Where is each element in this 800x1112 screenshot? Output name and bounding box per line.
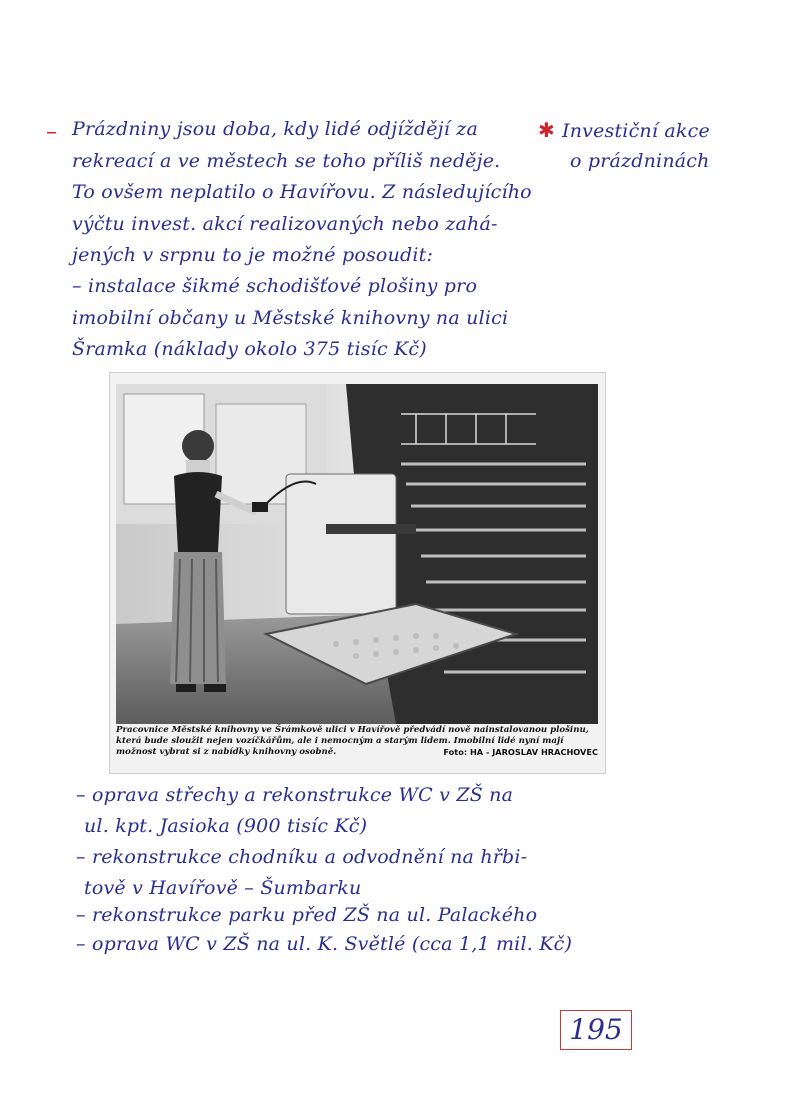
- margin-note-line-2: o prázdninách: [570, 150, 710, 172]
- handwritten-line-1: Prázdniny jsou doba, kdy lidé odjíždějí za: [72, 118, 478, 140]
- caption-text: Pracovnice Městské knihovny ve Šrámkově ulici v Havířově předvádí nově nainstalovanou plošinu, která bude sloužit nejen vozíčkářům, ale i nemocným a starým lidem. Imobilní lidé nyní mají možnost vybrat si z nabídky knihovny osobně.: [116, 725, 589, 757]
- handwritten-line-12: tově v Havířově – Šumbarku: [84, 877, 362, 899]
- photo-credit: Foto: HA - JAROSLAV HRACHOVEC: [443, 747, 598, 757]
- handwritten-line-2: rekreací a ve městech se toho příliš neděje.: [72, 150, 501, 172]
- handwritten-line-8: Šramka (náklady okolo 375 tisíc Kč): [72, 338, 427, 360]
- margin-note-line-1: Investiční akce: [562, 120, 710, 142]
- clipping-photo: [116, 384, 598, 724]
- photo-caption: [116, 725, 598, 758]
- page-number: 195: [560, 1010, 632, 1050]
- red-dash-mark: –: [46, 120, 57, 145]
- asterisk-icon: ✱: [538, 118, 555, 142]
- handwritten-line-9: – oprava střechy a rekonstrukce WC v ZŠ na: [76, 784, 514, 806]
- handwritten-line-14: – oprava WC v ZŠ na ul. K. Světlé (cca 1,1 mil. Kč): [76, 933, 573, 955]
- handwritten-line-6: – instalace šikmé schodišťové plošiny pro: [72, 275, 478, 297]
- handwritten-line-11: – rekonstrukce chodníku a odvodnění na hřbi-: [76, 846, 528, 868]
- stair-lift-photo-image: [116, 384, 598, 724]
- handwritten-line-10: ul. kpt. Jasioka (900 tisíc Kč): [84, 815, 368, 837]
- handwritten-line-5: jených v srpnu to je možné posoudit:: [72, 244, 434, 266]
- handwritten-line-13: – rekonstrukce parku před ZŠ na ul. Palackého: [76, 904, 538, 926]
- handwritten-line-4: výčtu invest. akcí realizovaných nebo zahá-: [72, 213, 498, 235]
- handwritten-line-3: To ovšem neplatilo o Havířovu. Z následujícího: [72, 181, 532, 203]
- handwritten-line-7: imobilní občany u Městské knihovny na ulici: [72, 307, 509, 329]
